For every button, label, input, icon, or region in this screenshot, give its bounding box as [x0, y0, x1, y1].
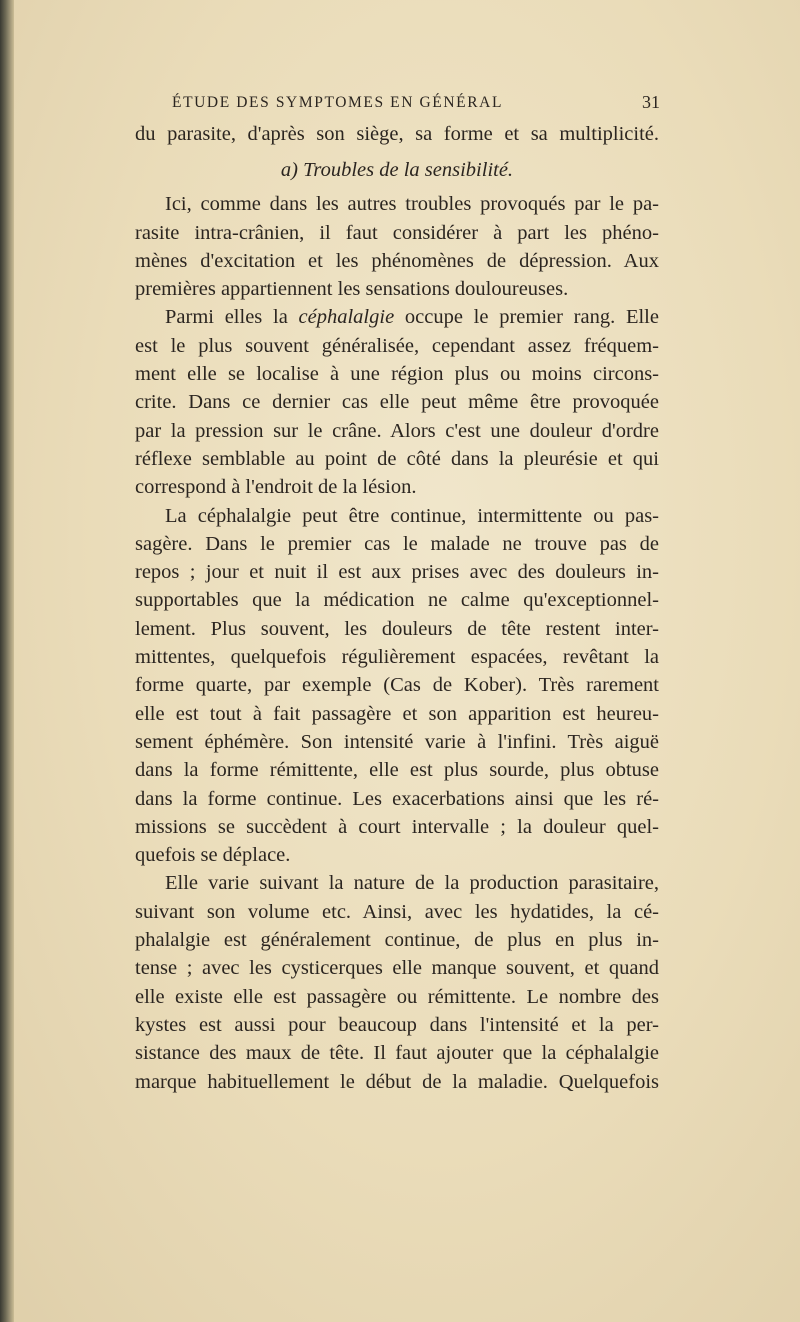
text-line: lement. Plus souvent, les douleurs de tête restent inter- [135, 617, 659, 640]
emphasized-term: céphalalgie [298, 306, 395, 329]
text-line: mènes d'excitation et les phénomènes de dépression. Aux [135, 249, 659, 272]
text-line: tense ; avec les cysticerques elle manque souvent, et quand [135, 957, 659, 980]
text-line: quefois se déplace. [135, 844, 291, 867]
text-line: marque habituellement le début de la maladie. Quelquefois [135, 1070, 659, 1093]
text-line: sagère. Dans le premier cas le malade ne trouve pas de [135, 532, 659, 555]
text-segment: Parmi elles la [165, 306, 299, 329]
text-line: sement éphémère. Son intensité varie à l'infini. Très aiguë [135, 730, 659, 753]
text-line: ment elle se localise à une région plus ou moins circons- [135, 363, 659, 386]
text-line [135, 303, 659, 331]
text-line: Elle varie suivant la nature de la production parasitaire, [165, 872, 659, 895]
text-line: sistance des maux de tête. Il faut ajouter que la céphalalgie [135, 1042, 659, 1065]
text-line: du parasite, d'après son siège, sa forme et sa multiplicité. [135, 123, 659, 145]
text-line: Ici, comme dans les autres troubles provoqués par le pa- [165, 193, 659, 216]
text-line: elle est tout à fait passagère et son apparition est heureu- [135, 702, 659, 725]
text-line: mittentes, quelquefois régulièrement espacées, revêtant la [135, 646, 659, 669]
page-number: 31 [642, 92, 660, 112]
text-line: repos ; jour et nuit il est aux prises avec des douleurs in- [135, 561, 659, 584]
text-line: missions se succèdent à court intervalle ; la douleur quel- [135, 815, 659, 838]
text-line: elle existe elle est passagère ou rémittente. Le nombre des [135, 985, 659, 1008]
text-line: phalalgie est généralement continue, de plus en plus in- [135, 929, 659, 952]
text-line: par la pression sur le crâne. Alors c'est une douleur d'ordre [135, 419, 659, 442]
text-line: crite. Dans ce dernier cas elle peut même être provoquée [135, 391, 659, 414]
text-line: est le plus souvent généralisée, cependant assez fréquem- [135, 334, 659, 357]
text-line: kystes est aussi pour beaucoup dans l'intensité et la per- [135, 1013, 659, 1036]
text-line: dans la forme continue. Les exacerbations ainsi que les ré- [135, 787, 659, 810]
text-line: supportables que la médication ne calme qu'exceptionnel- [135, 589, 659, 612]
text-line: La céphalalgie peut être continue, intermittente ou pas- [165, 504, 659, 527]
text-line: forme quarte, par exemple (Cas de Kober). Très rarement [135, 674, 659, 697]
text-line: correspond à l'endroit de la lésion. [135, 476, 417, 499]
running-title: ÉTUDE DES SYMPTOMES EN GÉNÉRAL [172, 94, 504, 111]
running-head [0, 94, 800, 118]
text-line: dans la forme rémittente, elle est plus sourde, plus obtuse [135, 759, 659, 782]
text-line: réflexe semblable au point de côté dans la pleurésie et qui [135, 447, 659, 470]
text-segment: occupe le premier rang. Elle [394, 306, 659, 329]
text-line: suivant son volume etc. Ainsi, avec les hydatides, la cé- [135, 900, 659, 923]
text-line: premières appartiennent les sensations douloureuses. [135, 278, 569, 301]
text-line: rasite intra-crânien, il faut considérer à part les phéno- [135, 221, 659, 244]
section-heading: a) Troubles de la sensibilité. [280, 159, 514, 182]
book-spine-shadow [0, 0, 14, 1322]
body-text [135, 120, 659, 1096]
